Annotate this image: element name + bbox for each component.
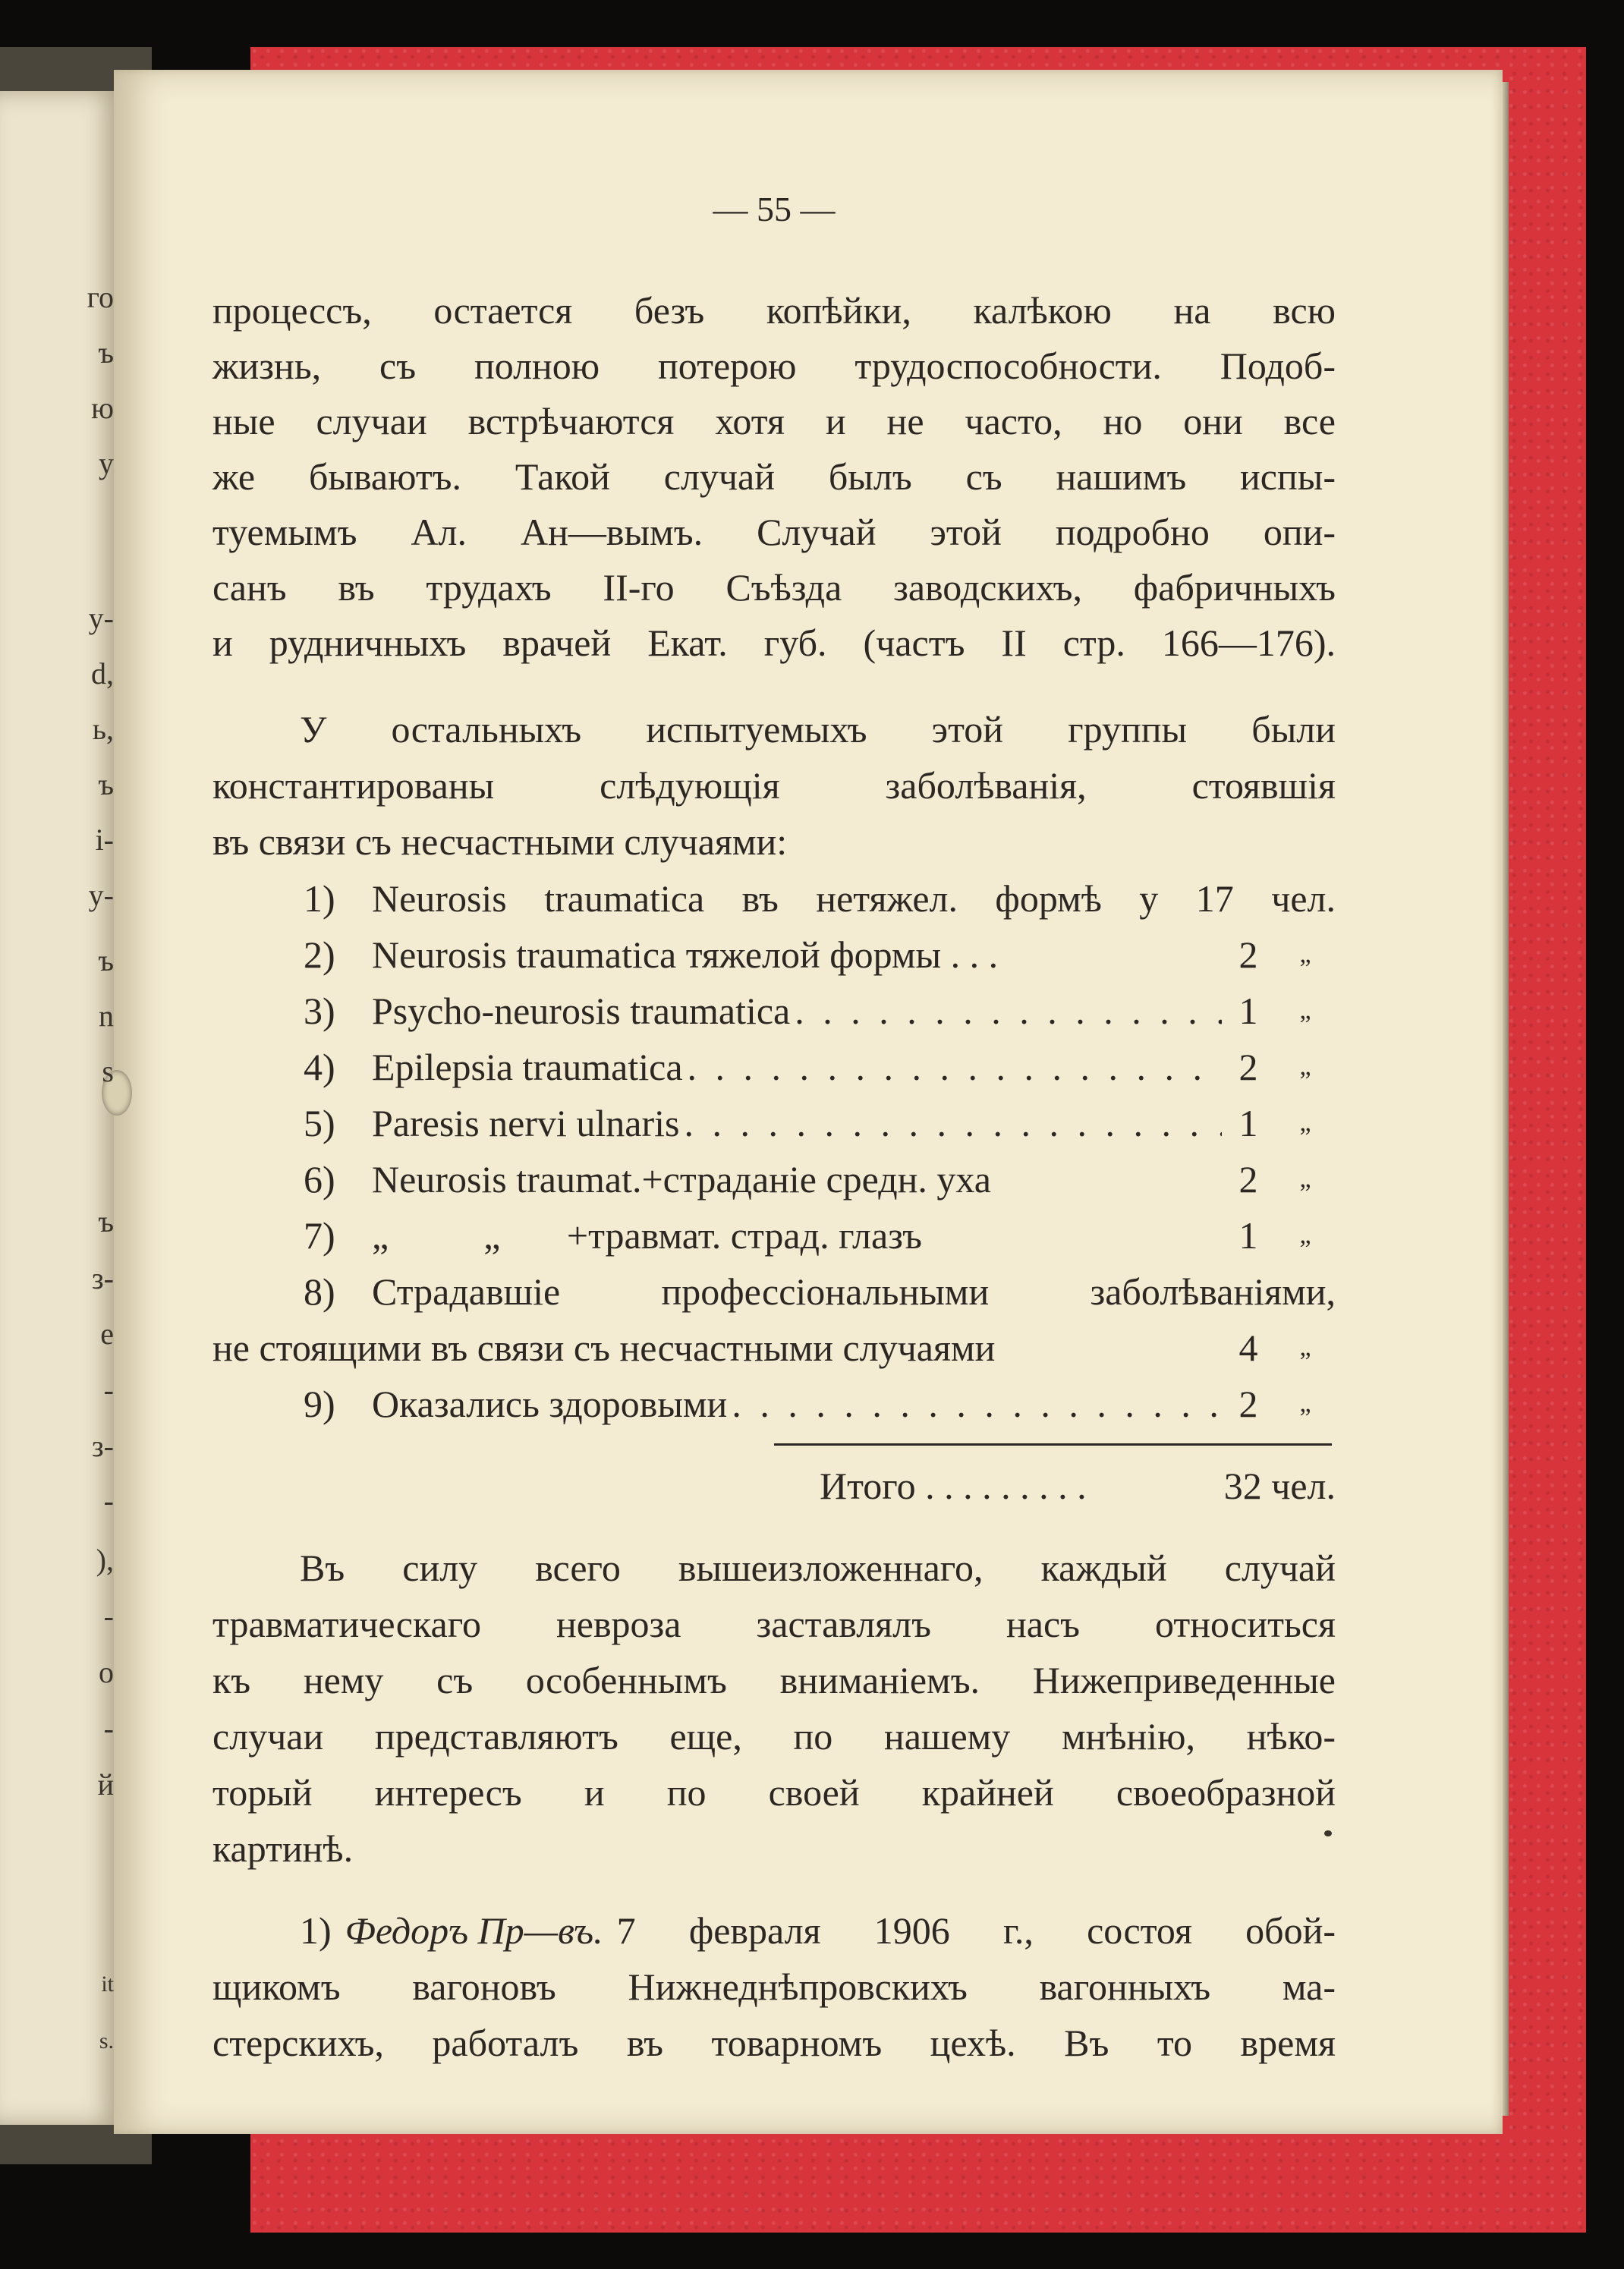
left-fragment: й bbox=[97, 1767, 114, 1802]
left-fragment: s. bbox=[99, 2028, 114, 2053]
item-number: 9) bbox=[304, 1383, 335, 1425]
list-item bbox=[304, 1096, 1336, 1150]
item-unit: „ bbox=[1299, 1109, 1311, 1137]
left-fragment: у- bbox=[88, 601, 114, 635]
item-number: 4) bbox=[304, 1046, 335, 1088]
leader-dots bbox=[727, 1377, 1222, 1431]
list-item bbox=[304, 1264, 1336, 1319]
item-unit: „ bbox=[1299, 996, 1311, 1024]
left-fragment: ъ bbox=[98, 335, 114, 370]
item-number: 3) bbox=[304, 990, 335, 1032]
item-text: Оказались здоровыми bbox=[372, 1383, 728, 1425]
left-fragment: n bbox=[99, 999, 114, 1033]
left-fragment: у- bbox=[88, 878, 114, 912]
item-text: Neurosis traumatica тяжелой формы . . . bbox=[372, 933, 999, 976]
text-line: туемымъ Ал. Ан—вымъ. Случай этой подробно опи- bbox=[212, 511, 1336, 553]
total-label: Итого . . . . . . . . . bbox=[820, 1465, 1087, 1507]
item-unit: „ bbox=[1299, 1221, 1311, 1249]
item-number: 5) bbox=[304, 1102, 335, 1144]
text-line: травматическаго невроза заставлялъ насъ относиться bbox=[212, 1603, 1336, 1645]
text-line bbox=[212, 1903, 1336, 1958]
left-fragment: it bbox=[101, 1972, 114, 1997]
left-fragment: з- bbox=[91, 1261, 114, 1295]
left-fragment: ъ bbox=[98, 767, 114, 801]
item-unit: „ bbox=[1299, 1053, 1311, 1081]
text-line: торый интересъ и по своей крайней своеобразной bbox=[212, 1771, 1336, 1814]
leader-dots bbox=[679, 1096, 1222, 1150]
total-value: 32 чел. bbox=[1223, 1465, 1336, 1507]
left-fragment: ь, bbox=[92, 712, 114, 746]
list-item bbox=[304, 1377, 1336, 1431]
left-fragment: ъ bbox=[98, 1204, 114, 1238]
item-number: 8) bbox=[304, 1270, 335, 1313]
left-fragment: ъ bbox=[98, 943, 114, 977]
left-fragment: d, bbox=[91, 656, 114, 691]
item-number: 6) bbox=[304, 1158, 335, 1201]
text-line: санъ въ трудахъ II-го Съѣзда заводскихъ, фабричныхъ bbox=[212, 566, 1336, 609]
text-line: картинѣ. bbox=[212, 1827, 354, 1870]
text-line: же бываютъ. Такой случай былъ съ нашимъ испы- bbox=[212, 455, 1336, 498]
left-fragment: e bbox=[100, 1317, 114, 1351]
left-fragment: s bbox=[102, 1054, 114, 1088]
left-fragment: - bbox=[103, 1599, 114, 1633]
list-item bbox=[304, 983, 1336, 1038]
case-number: 1) bbox=[300, 1909, 332, 1952]
item-count: 1 bbox=[1238, 990, 1258, 1032]
list-item-continuation bbox=[212, 1320, 1336, 1375]
text-line: У остальныхъ испытуемыхъ этой группы были bbox=[300, 708, 1336, 751]
total-row bbox=[820, 1459, 1336, 1513]
left-fragment: - bbox=[103, 1484, 114, 1518]
page-number: — 55 — bbox=[713, 190, 836, 228]
item-unit: „ bbox=[1299, 1389, 1311, 1418]
item-unit: „ bbox=[1299, 940, 1311, 968]
item-text: Paresis nervi ulnaris bbox=[372, 1102, 680, 1144]
item-count: 4 bbox=[1238, 1326, 1258, 1369]
text-line: въ связи съ несчастными случаями: bbox=[212, 820, 788, 863]
item-text: Neurosis traumat.+страданіе средн. уха bbox=[372, 1158, 991, 1201]
left-fragment: о bbox=[99, 1655, 114, 1689]
case-name: Федоръ Пр—въ. bbox=[345, 1909, 603, 1952]
total-rule bbox=[774, 1443, 1332, 1446]
item-count: 2 bbox=[1238, 1046, 1258, 1088]
item-unit: „ bbox=[1299, 1333, 1311, 1361]
item-text: Neurosis traumatica въ нетяжел. формѣ у 17 чел. bbox=[372, 877, 1336, 920]
text-line: щикомъ вагоновъ Нижнеднѣпровскихъ вагонныхъ ма- bbox=[212, 1965, 1336, 2008]
text-line: къ нему съ особеннымъ вниманіемъ. Нижеприведенные bbox=[212, 1659, 1336, 1701]
left-fragment: i- bbox=[95, 823, 114, 857]
item-count: 2 bbox=[1238, 933, 1258, 976]
list-item bbox=[304, 927, 1336, 982]
text-line: случаи представляютъ еще, по нашему мнѣнію, нѣко- bbox=[212, 1715, 1336, 1758]
item-text: Страдавшіе профессіональными заболѣваніями, bbox=[372, 1270, 1336, 1313]
list-item bbox=[304, 1152, 1336, 1207]
item-unit: „ bbox=[1299, 1165, 1311, 1193]
item-count: 2 bbox=[1238, 1158, 1258, 1201]
item-count: 1 bbox=[1238, 1102, 1258, 1144]
left-fragment: з- bbox=[91, 1429, 114, 1463]
left-fragment: - bbox=[103, 1373, 114, 1407]
text-line: и рудничныхъ врачей Екат. губ. (частъ II стр. 166—176). bbox=[212, 622, 1336, 664]
leader-dots bbox=[790, 983, 1222, 1038]
case-text: 7 февраля 1906 г., состоя обой- bbox=[616, 1909, 1336, 1952]
item-text: „ „ +травмат. страд. глазъ bbox=[372, 1214, 922, 1257]
list-item bbox=[304, 871, 1336, 926]
item-count: 2 bbox=[1238, 1383, 1258, 1425]
left-fragment: ю bbox=[91, 391, 114, 425]
ink-speck bbox=[1324, 1830, 1332, 1836]
item-number: 7) bbox=[304, 1214, 335, 1257]
text-line: жизнь, съ полною потерою трудоспособности. Подоб- bbox=[212, 345, 1336, 387]
item-count: 1 bbox=[1238, 1214, 1258, 1257]
left-fragment: - bbox=[103, 1711, 114, 1745]
item-text: Epilepsia traumatica bbox=[372, 1046, 683, 1088]
left-fragment: ), bbox=[96, 1543, 114, 1577]
text-line: процессъ, остается безъ копѣйки, калѣкою на всю bbox=[212, 289, 1336, 332]
left-fragment: у bbox=[99, 446, 114, 480]
item-text: не стоящими въ связи съ несчастными случаями bbox=[212, 1326, 996, 1369]
item-text: Psycho-neurosis traumatica bbox=[372, 990, 791, 1032]
list-item bbox=[304, 1040, 1336, 1094]
list-item bbox=[304, 1208, 1336, 1263]
leader-dots bbox=[683, 1040, 1222, 1094]
left-fragment: го bbox=[87, 280, 114, 314]
text-line: стерскихъ, работалъ въ товарномъ цехѣ. Въ то время bbox=[212, 2022, 1336, 2064]
text-line: Въ силу всего вышеизложеннаго, каждый случай bbox=[300, 1547, 1336, 1589]
item-number: 1) bbox=[304, 877, 335, 920]
text-line: константированы слѣдующія заболѣванія, стоявшія bbox=[212, 764, 1336, 807]
item-number: 2) bbox=[304, 933, 335, 976]
text-line: ные случаи встрѣчаются хотя и не часто, но они все bbox=[212, 400, 1336, 442]
